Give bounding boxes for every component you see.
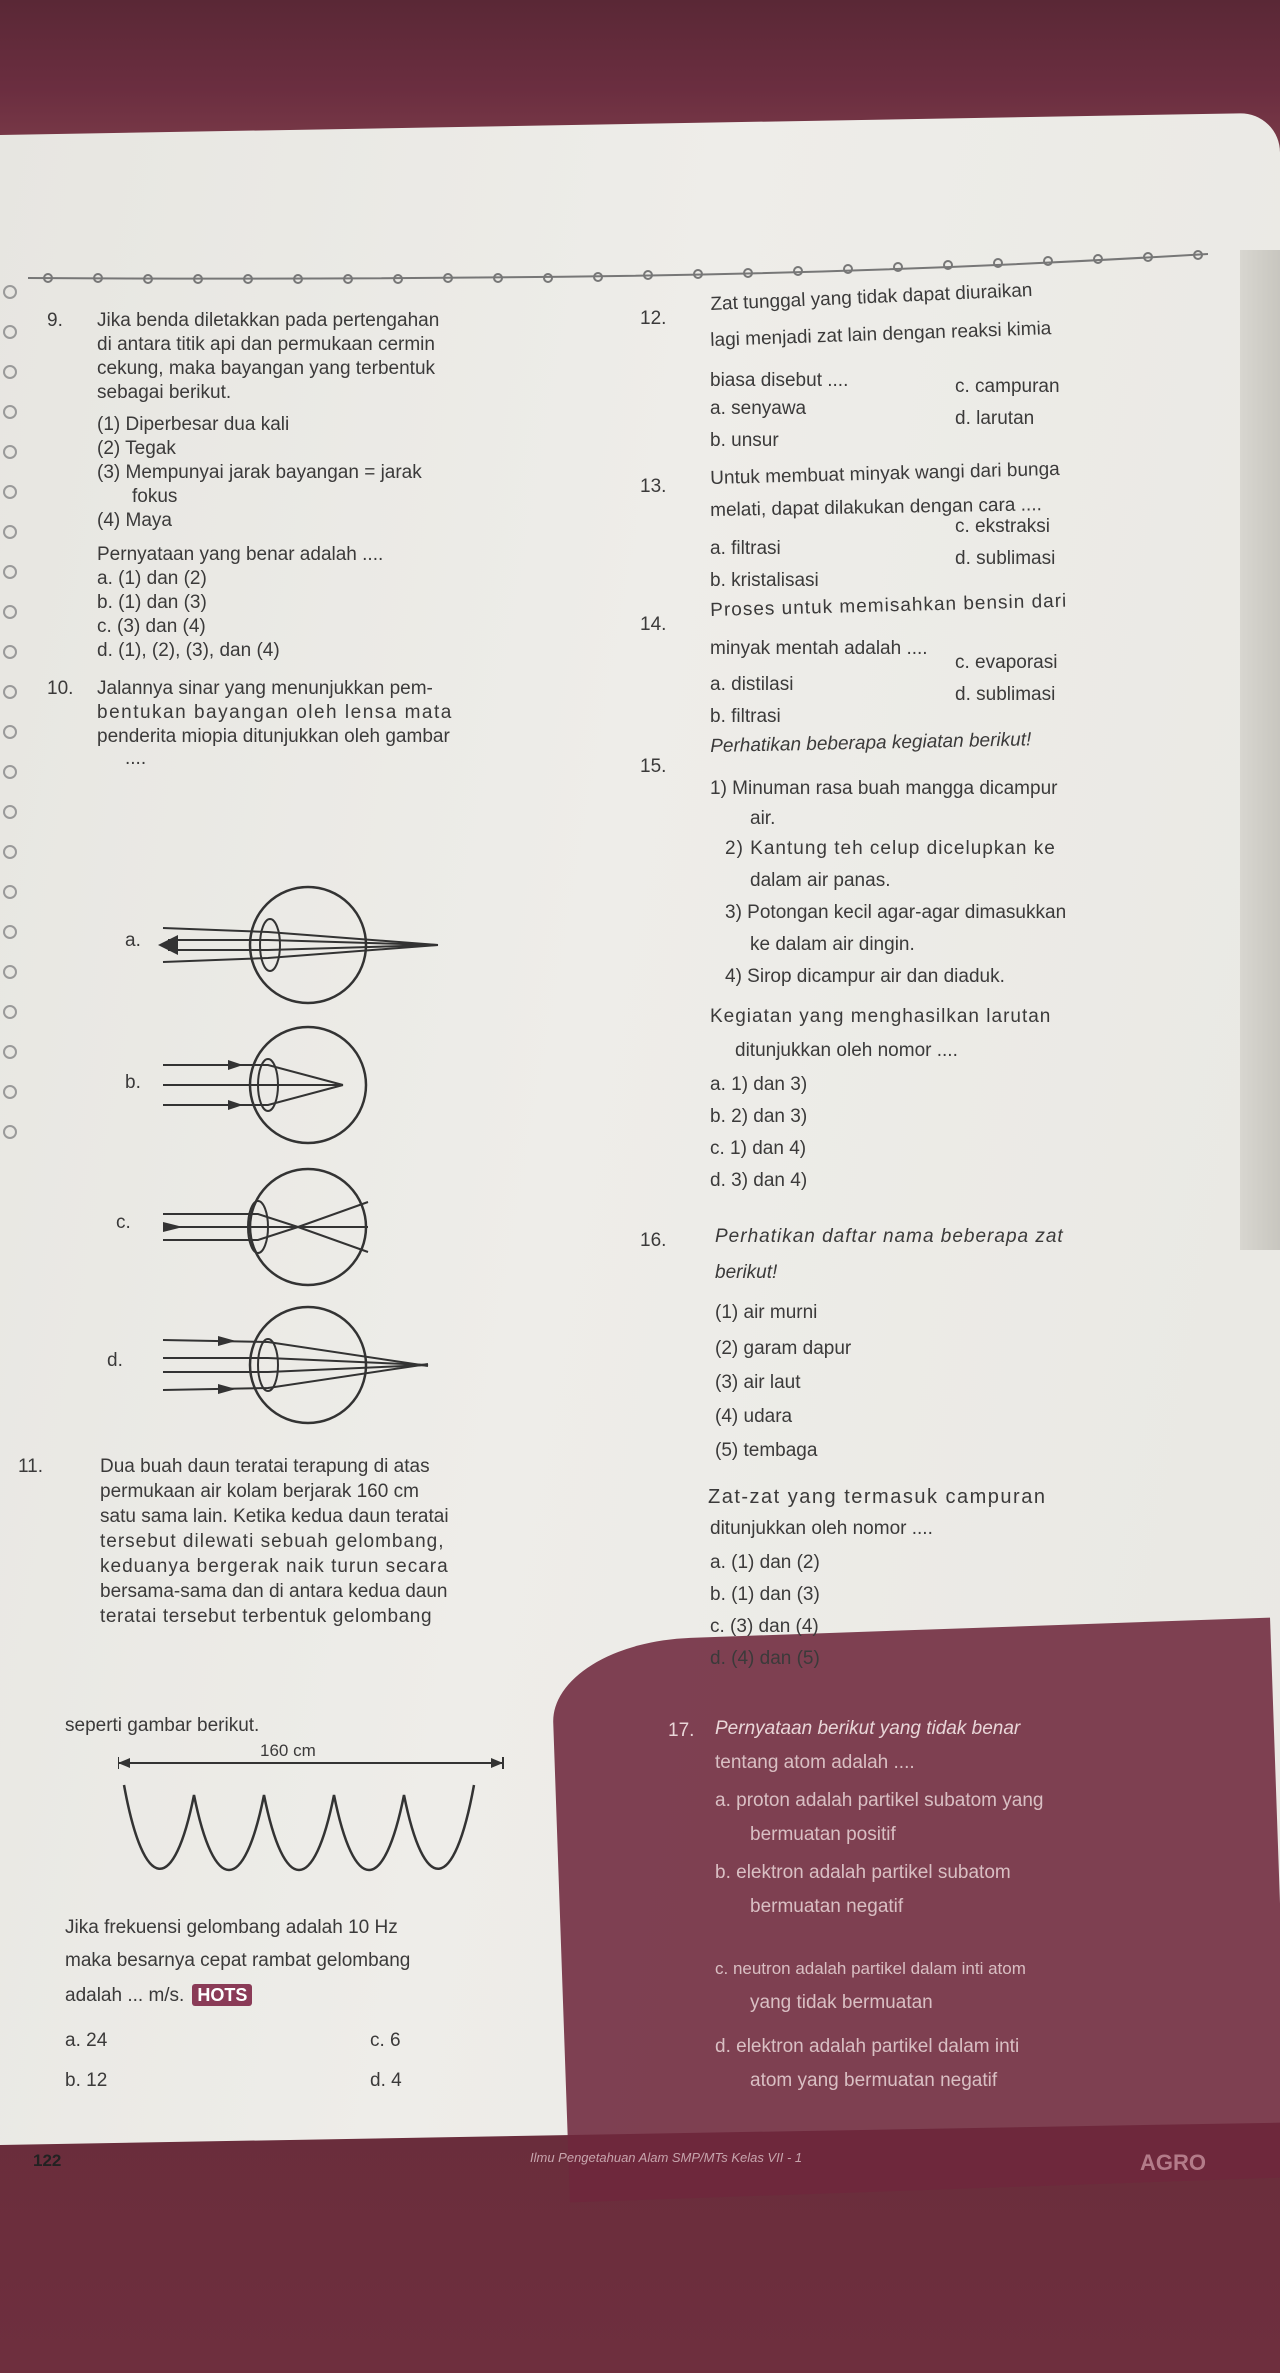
page-number: 122	[33, 2151, 62, 2170]
q10-line: Jalannya sinar yang menunjukkan pem-	[97, 678, 433, 699]
q17-line: d. elektron adalah partikel dalam inti	[715, 2036, 1020, 2057]
q17-line: c. neutron adalah partikel dalam inti atom	[715, 1959, 1026, 1978]
q9-line: Jika benda diletakkan pada pertengahan	[97, 310, 440, 331]
q16-prompt: ditunjukkan oleh nomor ....	[710, 1518, 933, 1539]
q9-prompt: Pernyataan yang benar adalah ....	[97, 544, 384, 565]
q17-line: b. elektron adalah partikel subatom	[715, 1862, 1011, 1883]
q15-item: 3) Potongan kecil agar-agar dimasukkan	[725, 902, 1067, 923]
q12-number: 12.	[640, 308, 667, 329]
q11-line: teratai tersebut terbentuk gelombang	[100, 1606, 433, 1627]
q16-option-d: d. (4) dan (5)	[710, 1648, 820, 1669]
q16-item: (5) tembaga	[715, 1440, 818, 1461]
q15-option-c: c. 1) dan 4)	[710, 1138, 807, 1159]
q11-line: keduanya bergerak naik turun secara	[100, 1556, 449, 1577]
q11-line: tersebut dilewati sebuah gelombang,	[100, 1531, 445, 1552]
eye-diagram-a	[158, 880, 448, 1010]
q13-option-a: a. filtrasi	[710, 538, 781, 559]
q15-item: 1) Minuman rasa buah mangga dicampur	[710, 778, 1058, 799]
q17-line: yang tidak bermuatan	[750, 1992, 933, 2013]
q14-line: Proses untuk memisahkan bensin dari	[710, 590, 1068, 621]
eye-diagram-c	[158, 1162, 428, 1292]
q12-line: biasa disebut ....	[710, 370, 849, 391]
q9-statement: (1) Diperbesar dua kali	[97, 414, 290, 435]
q11-line: Dua buah daun teratai terapung di atas	[100, 1456, 430, 1477]
q15-intro: Perhatikan beberapa kegiatan berikut!	[710, 729, 1032, 757]
q16-item: (3) air laut	[715, 1372, 801, 1393]
q10-line: penderita miopia ditunjukkan oleh gambar	[97, 726, 450, 747]
q9-statement: (3) Mempunyai jarak bayangan = jarak	[97, 462, 422, 483]
q16-option-a: a. (1) dan (2)	[710, 1552, 820, 1573]
eye-diagram-b	[158, 1020, 418, 1150]
q15-item: 2) Kantung teh celup dicelupkan ke	[725, 838, 1056, 859]
q14-option-d: d. sublimasi	[955, 684, 1056, 705]
q12-option-b: b. unsur	[710, 430, 779, 451]
q9-statement: fokus	[132, 486, 178, 507]
q16-intro: Perhatikan daftar nama beberapa zat	[715, 1226, 1064, 1247]
q11-after-line: maka besarnya cepat rambat gelombang	[65, 1950, 411, 1971]
q17-line: atom yang bermuatan negatif	[750, 2070, 998, 2091]
q15-item: ke dalam air dingin.	[750, 934, 915, 955]
q9-line: di antara titik api dan permukaan cermin	[97, 334, 435, 355]
q11-after-line	[65, 1984, 252, 2007]
publisher-logo: AGRO	[1140, 2150, 1206, 2175]
q16-option-b: b. (1) dan (3)	[710, 1584, 820, 1605]
q15-item: air.	[750, 808, 776, 829]
q11-line: seperti gambar berikut.	[65, 1715, 260, 1736]
q10-option-b-label: b.	[125, 1072, 141, 1093]
q11-option-d: d. 4	[370, 2070, 402, 2091]
q13-option-d: d. sublimasi	[955, 548, 1056, 569]
q10-line: ....	[125, 748, 147, 769]
q9-statement: (4) Maya	[97, 510, 172, 531]
q10-option-a-label: a.	[125, 930, 141, 951]
wave-length-label: 160 cm	[260, 1741, 316, 1760]
q16-item: (1) air murni	[715, 1302, 818, 1323]
q16-prompt: Zat-zat yang termasuk campuran	[708, 1486, 1047, 1508]
q11-number: 11.	[18, 1456, 44, 1477]
q16-item: (2) garam dapur	[715, 1338, 852, 1359]
q11-answer-prompt: adalah ... m/s.	[65, 1985, 185, 2006]
q11-option-a: a. 24	[65, 2030, 108, 2051]
q14-line: minyak mentah adalah ....	[710, 638, 928, 659]
eye-diagram-d	[158, 1300, 438, 1430]
q10-option-d-label: d.	[107, 1350, 123, 1371]
q17-number: 17.	[668, 1720, 695, 1741]
q13-option-b: b. kristalisasi	[710, 570, 819, 591]
q13-line: melati, dapat dilakukan dengan cara ....	[710, 494, 1042, 521]
q12-option-c: c. campuran	[955, 376, 1060, 397]
q12-line: lagi menjadi zat lain dengan reaksi kimia	[710, 318, 1052, 351]
q15-option-d: d. 3) dan 4)	[710, 1170, 808, 1191]
q16-option-c: c. (3) dan (4)	[710, 1616, 819, 1637]
q9-option-d: d. (1), (2), (3), dan (4)	[97, 640, 280, 661]
q15-number: 15.	[640, 756, 667, 777]
q16-item: (4) udara	[715, 1406, 793, 1427]
q13-line: Untuk membuat minyak wangi dari bunga	[710, 458, 1061, 489]
q17-line: bermuatan negatif	[750, 1896, 904, 1917]
q12-option-d: d. larutan	[955, 408, 1035, 429]
q12-line: Zat tunggal yang tidak dapat diuraikan	[710, 279, 1033, 315]
q9-option-a: a. (1) dan (2)	[97, 568, 207, 589]
q13-option-c: c. ekstraksi	[955, 516, 1051, 537]
q11-line: satu sama lain. Ketika kedua daun teratai	[100, 1506, 449, 1527]
q16-number: 16.	[640, 1230, 667, 1251]
q17-intro: Pernyataan berikut yang tidak benar	[715, 1718, 1021, 1739]
q15-prompt: Kegiatan yang menghasilkan larutan	[710, 1006, 1052, 1027]
q9-number: 9.	[47, 310, 63, 331]
wave-diagram	[118, 1755, 508, 1905]
q11-line: bersama-sama dan di antara kedua daun	[100, 1581, 448, 1602]
q11-option-c: c. 6	[370, 2030, 401, 2051]
q10-line: bentukan bayangan oleh lensa mata	[97, 702, 453, 723]
book-title: Ilmu Pengetahuan Alam SMP/MTs Kelas VII - 1	[530, 2150, 803, 2165]
q14-option-c: c. evaporasi	[955, 652, 1058, 673]
q17-line: tentang atom adalah ....	[715, 1752, 915, 1773]
q15-option-b: b. 2) dan 3)	[710, 1106, 808, 1127]
q10-number: 10.	[47, 678, 74, 699]
q16-intro: berikut!	[715, 1262, 778, 1283]
q15-option-a: a. 1) dan 3)	[710, 1074, 808, 1095]
q15-item: dalam air panas.	[750, 870, 891, 891]
q17-line: a. proton adalah partikel subatom yang	[715, 1790, 1044, 1811]
q9-statement: (2) Tegak	[97, 438, 176, 459]
q15-prompt: ditunjukkan oleh nomor ....	[735, 1040, 958, 1061]
q17-line: bermuatan positif	[750, 1824, 896, 1845]
q9-line: cekung, maka bayangan yang terbentuk	[97, 358, 436, 379]
q14-number: 14.	[640, 614, 667, 635]
q15-item: 4) Sirop dicampur air dan diaduk.	[725, 966, 1005, 987]
q9-option-c: c. (3) dan (4)	[97, 616, 206, 637]
q9-line: sebagai berikut.	[97, 382, 232, 403]
q13-number: 13.	[640, 476, 667, 497]
q14-option-b: b. filtrasi	[710, 706, 781, 727]
q12-option-a: a. senyawa	[710, 398, 807, 419]
q10-option-c-label: c.	[116, 1212, 131, 1233]
q11-after-line: Jika frekuensi gelombang adalah 10 Hz	[65, 1917, 398, 1938]
hots-badge: HOTS	[192, 1984, 252, 2006]
q11-line: permukaan air kolam berjarak 160 cm	[100, 1481, 419, 1502]
q9-option-b: b. (1) dan (3)	[97, 592, 207, 613]
q14-option-a: a. distilasi	[710, 674, 794, 695]
q11-option-b: b. 12	[65, 2070, 108, 2091]
